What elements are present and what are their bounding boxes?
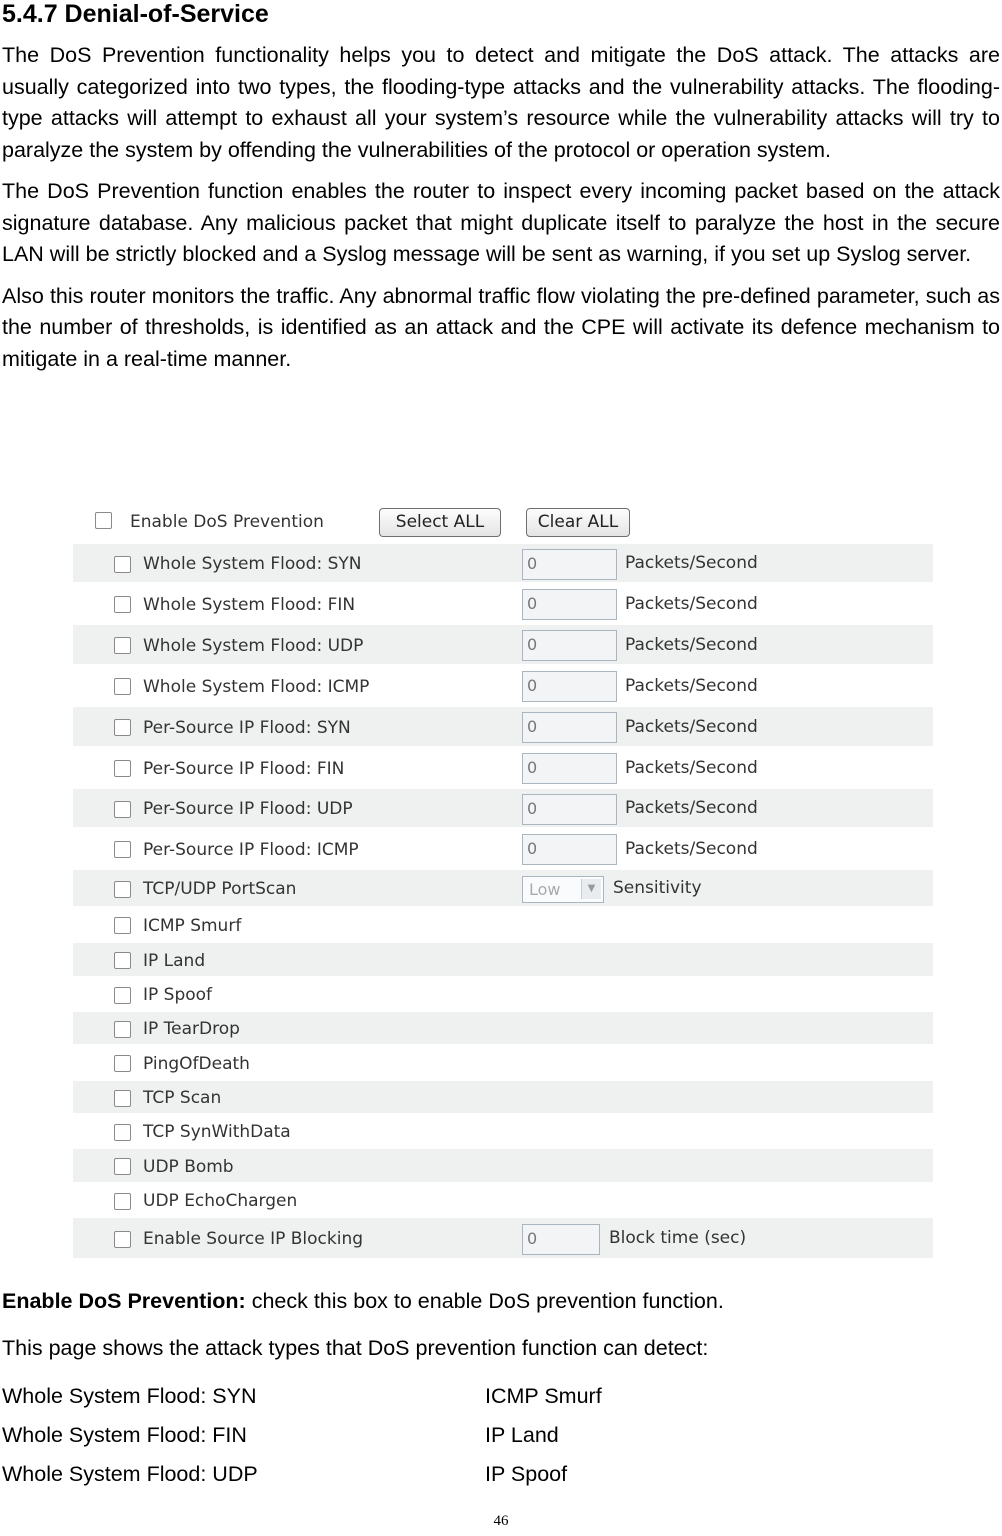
attack-type-checkbox[interactable] <box>114 678 131 695</box>
attack-type-checkbox[interactable] <box>114 719 131 736</box>
attack-type-label: IP Spoof <box>143 985 213 1005</box>
unit-label: Packets/Second <box>625 676 758 696</box>
attack-type-checkbox[interactable] <box>114 1231 131 1248</box>
attack-type-checkbox[interactable] <box>114 801 131 818</box>
table-row <box>73 789 933 829</box>
table-row <box>73 625 933 666</box>
attack-type-checkbox[interactable] <box>114 917 131 934</box>
enable-dos-label: Enable DoS Prevention <box>130 512 324 532</box>
table-row <box>73 1012 933 1046</box>
enable-dos-term: Enable DoS Prevention: <box>2 1289 246 1313</box>
table-row <box>73 870 933 908</box>
attack-type-list <box>73 544 933 1260</box>
attack-type-checkbox[interactable] <box>114 1124 131 1141</box>
paragraph-intro: The DoS Prevention functionality helps you to detect and mitigate the DoS attack. The attacks are usually categorized into two types, the flooding-type attacks and the vulnerability attacks. The flooding-type attacks will attempt to exhaust all your system’s resource while the vulnerability attacks will try to paralyze the system by offending the vulnerabilities of the protocol or operation system. <box>2 43 1000 162</box>
attack-type-label: TCP SynWithData <box>143 1122 291 1142</box>
table-row <box>73 1218 933 1260</box>
table-row <box>73 1184 933 1218</box>
list-item-right: ICMP Smurf <box>485 1384 602 1408</box>
attack-type-checkbox[interactable] <box>114 881 131 898</box>
table-row <box>73 1115 933 1149</box>
unit-label: Packets/Second <box>625 553 758 573</box>
threshold-input[interactable]: 0 <box>522 1224 600 1255</box>
threshold-input[interactable]: 0 <box>522 834 617 865</box>
attack-type-label: ICMP Smurf <box>143 916 242 936</box>
attack-type-checkbox[interactable] <box>114 760 131 777</box>
paragraph-inspection: The DoS Prevention function enables the router to inspect every incoming packet based on the attack signature database. Any malicious packet that might duplicate itself to paralyze the host in the secure LAN will be strictly blocked and a Syslog message will be sent as warning, if you set up Syslog server. <box>2 179 1000 266</box>
table-row <box>73 544 933 584</box>
table-row <box>73 1046 933 1081</box>
threshold-input[interactable]: 0 <box>522 549 617 580</box>
paragraph-monitoring: Also this router monitors the traffic. Any abnormal traffic flow violating the pre-defined parameter, such as the number of thresholds, is identified as an attack and the CPE will activate its defence mechanism to mitigate in a real-time manner. <box>2 283 1000 371</box>
enable-dos-description <box>2 1286 1000 1316</box>
unit-label: Block time (sec) <box>609 1228 747 1248</box>
threshold-input[interactable]: 0 <box>522 589 617 620</box>
unit-label: Packets/Second <box>625 798 758 818</box>
table-row <box>73 707 933 748</box>
table-row <box>73 908 933 943</box>
dos-settings-panel <box>73 502 933 1254</box>
attack-type-checkbox[interactable] <box>114 1021 131 1038</box>
attack-type-label: Whole System Flood: FIN <box>143 595 356 615</box>
chevron-down-icon[interactable]: ▼ <box>581 879 601 899</box>
attack-type-checkbox[interactable] <box>114 1158 131 1175</box>
table-row <box>73 1081 933 1115</box>
attack-type-checkbox[interactable] <box>114 1055 131 1072</box>
attack-type-label: Per-Source IP Flood: SYN <box>143 718 351 738</box>
unit-label: Packets/Second <box>625 758 758 778</box>
threshold-input[interactable]: 0 <box>522 753 617 784</box>
list-item <box>2 1459 1000 1489</box>
attack-type-label: UDP Bomb <box>143 1157 234 1177</box>
attack-type-label: Enable Source IP Blocking <box>143 1229 364 1249</box>
attack-type-checkbox[interactable] <box>114 952 131 969</box>
list-item-left: Whole System Flood: UDP <box>2 1462 258 1486</box>
attack-type-label: TCP/UDP PortScan <box>143 879 297 899</box>
attack-type-checkbox[interactable] <box>114 1090 131 1107</box>
page-number: 46 <box>493 1513 509 1529</box>
threshold-input[interactable]: 0 <box>522 712 617 743</box>
panel-header <box>73 502 933 542</box>
attack-type-label: Whole System Flood: SYN <box>143 554 362 574</box>
list-item-left: Whole System Flood: SYN <box>2 1384 257 1408</box>
attack-type-checkbox[interactable] <box>114 987 131 1004</box>
attack-type-label: Whole System Flood: ICMP <box>143 677 370 697</box>
table-row <box>73 584 933 625</box>
attack-type-label: Per-Source IP Flood: UDP <box>143 799 353 819</box>
attack-type-label: TCP Scan <box>143 1088 222 1108</box>
threshold-input[interactable]: 0 <box>522 630 617 661</box>
section-title: 5.4.7 Denial-of-Service <box>2 0 269 28</box>
threshold-input[interactable]: 0 <box>522 794 617 825</box>
select-all-button[interactable]: Select ALL <box>379 508 501 537</box>
attack-type-label: UDP EchoChargen <box>143 1191 298 1211</box>
enable-dos-checkbox[interactable] <box>95 512 112 529</box>
clear-all-button[interactable]: Clear ALL <box>526 508 630 537</box>
unit-label: Packets/Second <box>625 839 758 859</box>
attack-type-checkbox[interactable] <box>114 841 131 858</box>
sensitivity-select[interactable] <box>522 876 604 903</box>
table-row <box>73 748 933 789</box>
attack-type-label: Whole System Flood: UDP <box>143 636 364 656</box>
list-item-left: Whole System Flood: FIN <box>2 1423 247 1447</box>
attack-type-label: IP Land <box>143 951 206 971</box>
list-item <box>2 1420 1000 1450</box>
table-row <box>73 829 933 870</box>
attack-type-checkbox[interactable] <box>114 637 131 654</box>
document-body <box>2 0 1000 375</box>
sensitivity-value: Low <box>529 880 561 899</box>
table-row <box>73 978 933 1012</box>
unit-label: Sensitivity <box>613 878 702 898</box>
threshold-input[interactable]: 0 <box>522 671 617 702</box>
attack-types-intro: This page shows the attack types that DoS prevention function can detect: <box>2 1336 709 1360</box>
attack-type-label: PingOfDeath <box>143 1054 250 1074</box>
table-row <box>73 943 933 978</box>
unit-label: Packets/Second <box>625 635 758 655</box>
attack-type-checkbox[interactable] <box>114 596 131 613</box>
attack-type-label: IP TearDrop <box>143 1019 240 1039</box>
table-row <box>73 1149 933 1184</box>
list-item <box>2 1381 1000 1411</box>
list-item-right: IP Spoof <box>485 1462 568 1486</box>
attack-type-checkbox[interactable] <box>114 1193 131 1210</box>
unit-label: Packets/Second <box>625 594 758 614</box>
attack-type-label: Per-Source IP Flood: ICMP <box>143 840 359 860</box>
list-item-right: IP Land <box>485 1423 559 1447</box>
unit-label: Packets/Second <box>625 717 758 737</box>
attack-type-checkbox[interactable] <box>114 556 131 573</box>
attack-type-label: Per-Source IP Flood: FIN <box>143 759 345 779</box>
enable-dos-text: check this box to enable DoS prevention function. <box>245 1289 724 1313</box>
table-row <box>73 666 933 707</box>
